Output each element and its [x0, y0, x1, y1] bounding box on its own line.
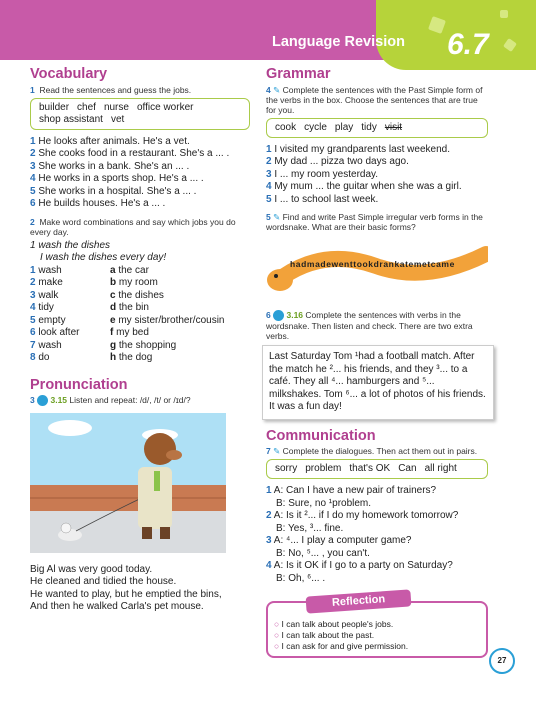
page-number: 27 [489, 648, 515, 674]
list-item: 2 She cooks food in a restaurant. She's a ... . [30, 148, 230, 159]
communication-heading: Communication [266, 427, 376, 444]
story-text: Last Saturday Tom ¹had a football match. After the match he ²... his friends, and they ³... to a café. They all ⁴... hamburgers and ⁵... milkshakes. Tom ⁶... a lot of photos of his friends. It was a fun day! [262, 345, 494, 420]
list-item: 5 She works in a hospital. She's a ... . [30, 185, 197, 197]
vocab-ex2-instruction: 2 Make word combinations and say which jobs you do every day. [30, 216, 236, 237]
audio-icon[interactable] [273, 310, 284, 321]
right-column [266, 68, 488, 658]
pencil-icon: ✎ [273, 84, 281, 95]
list-item: 6 He builds houses. He's a ... . [30, 198, 166, 209]
audio-icon[interactable] [37, 395, 48, 406]
table-row: 1 wash a the car [30, 264, 149, 276]
poem-line: And then he walked Carla's pet mouse. [30, 601, 204, 613]
comm-instruction: 7 ✎ Complete the dialogues. Then act them out in pairs. [266, 446, 478, 457]
dialogues [266, 485, 488, 585]
vocab-sentences [30, 136, 250, 211]
header-band [0, 0, 536, 60]
grammar-ex6-instruction: 6 3.16 Complete the sentences with verbs in the wordsnake. Then listen and check. There are two extra verbs. [266, 310, 473, 342]
table-row: 3 walk c the dishes [30, 289, 164, 301]
grammar-ex4-instruction: 4 ✎ Complete the sentences with the Past Simple form of the verbs in the box. Choose the sentences that are true for you. [266, 84, 483, 115]
pronunciation-heading: Pronunciation [30, 376, 128, 393]
table-row: 4 tidy d the bin [30, 302, 149, 313]
grammar-ex5-instruction: 5 ✎ Find and write Past Simple irregular verb forms in the wordsnake. What are their basic forms? [266, 212, 483, 232]
dog-walking-mouse-illustration [30, 413, 226, 553]
list-item: 3 She works in a bank. She's an ... . [30, 160, 190, 172]
vocab-ex1-instruction: 1 Read the sentences and guess the jobs. [30, 84, 192, 95]
dialogue: 3 A: ⁴... I play a computer game? B: No, ⁵... , you can't. [266, 535, 412, 559]
word-combination-table [30, 265, 250, 365]
section-title: Language Revision [272, 34, 405, 50]
wordsnake [266, 236, 488, 304]
example-answer: I wash the dishes every day! [40, 252, 167, 263]
grammar-sentences [266, 144, 488, 207]
list-item: 1 He looks after animals. He's a vet. [30, 135, 190, 147]
pron-instruction: 3 3.15 Listen and repeat: /d/, /t/ or /ɪd/? [30, 395, 191, 405]
list-item: 4 My mum ... the guitar when she was a girl. [266, 181, 462, 192]
poem-line: He cleaned and tidied the house. [30, 576, 177, 588]
poem-line: He wanted to play, but he emptied the bins, [30, 588, 222, 600]
reflection-item: ○ I can talk about the past. [274, 630, 480, 641]
job-word-box: builder chef nurse office worker shop assistant vet [30, 98, 250, 130]
list-item: 5 I ... to school last week. [266, 193, 379, 205]
table-row: 5 empty e my sister/brother/cousin [30, 314, 225, 326]
table-row: 8 do h the dog [30, 352, 153, 363]
list-item: 3 I ... my room yesterday. [266, 168, 379, 180]
list-item: 1 I visited my grandparents last weekend. [266, 143, 450, 155]
poem-line: Big Al was very good today. [30, 563, 153, 575]
list-item: 4 He works in a sports shop. He's a ... . [30, 173, 204, 184]
example-line: 1 wash the dishes [30, 239, 111, 251]
reflection-item: ○ I can ask for and give permission. [274, 641, 480, 652]
reflection-title: Reflection [306, 590, 412, 614]
dialogue: 2 A: Is it ²... if I do my homework tomorrow? B: Yes, ³... fine. [266, 510, 459, 534]
grammar-heading: Grammar [266, 66, 331, 82]
unit-number: 6.7 [447, 28, 489, 61]
table-row: 7 wash g the shopping [30, 339, 177, 351]
pronunciation-poem [30, 564, 250, 614]
wordsnake-letters: hadmadewenttookdrankatemetcame [290, 259, 455, 269]
dialogue: 4 A: Is it OK if I go to a party on Saturday? B: Oh, ⁶... . [266, 560, 453, 584]
vocabulary-heading: Vocabulary [30, 66, 108, 82]
table-row: 6 look after f my bed [30, 327, 149, 338]
reflection-item: ○ I can talk about people's jobs. [274, 619, 480, 630]
table-row: 2 make b my room [30, 277, 158, 288]
reflection-box [266, 593, 488, 658]
verb-box: cook cycle play tidy visit [266, 118, 488, 138]
pencil-icon: ✎ [273, 446, 281, 457]
dialogue: 1 A: Can I have a new pair of trainers? B: Sure, no ¹problem. [266, 485, 437, 509]
left-column [30, 68, 250, 614]
list-item: 2 My dad ... pizza two days ago. [266, 156, 409, 167]
pencil-icon: ✎ [273, 212, 281, 222]
phrase-box: sorry problem that's OK Can all right [266, 459, 488, 479]
